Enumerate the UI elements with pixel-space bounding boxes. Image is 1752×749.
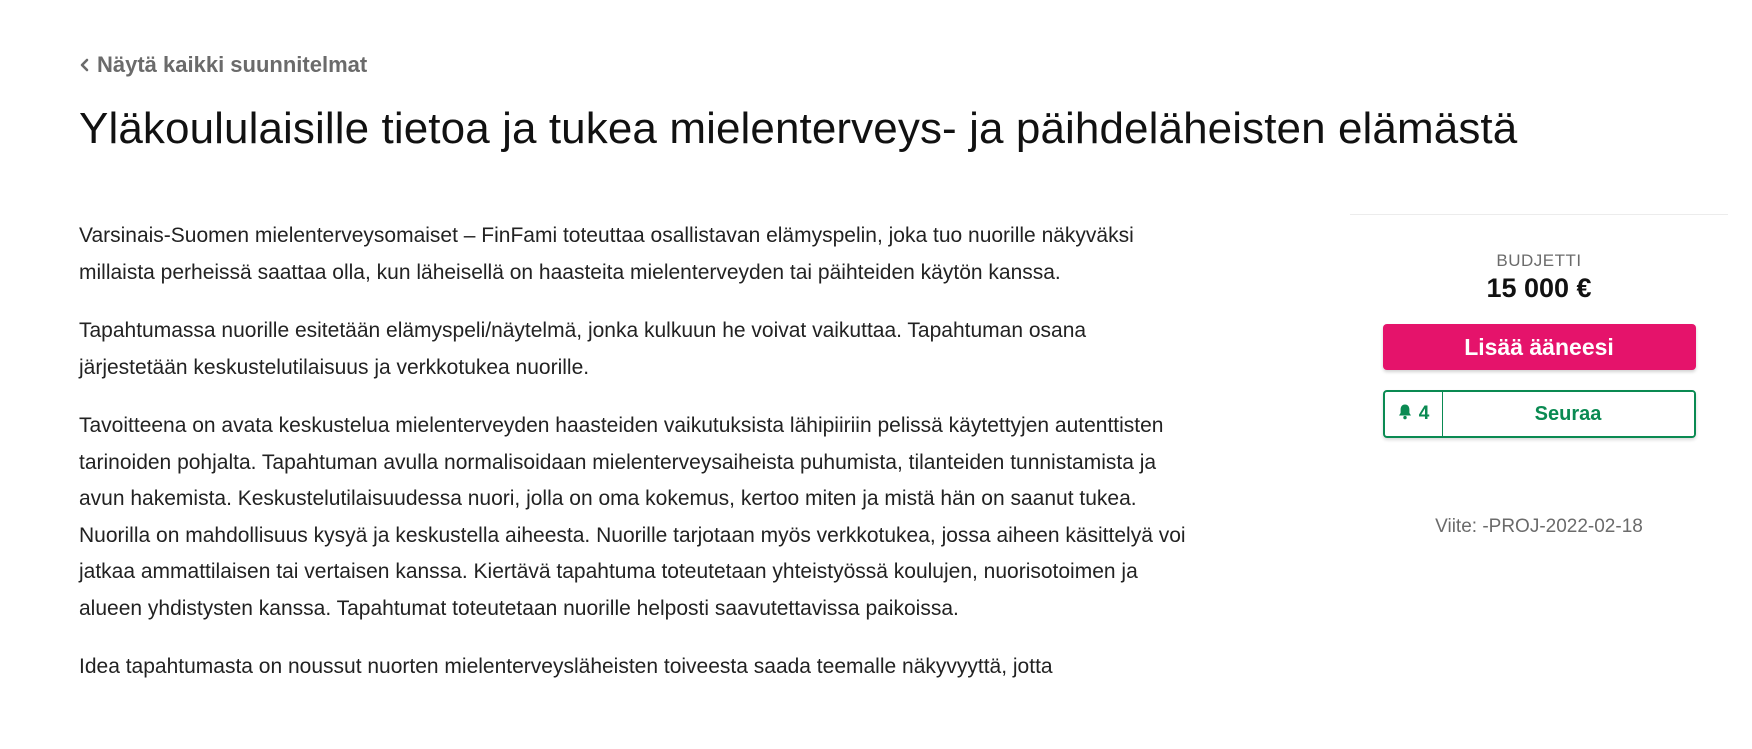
budget-label: BUDJETTI <box>1496 251 1582 270</box>
description-paragraph: Tavoitteena on avata keskustelua mielenterveyden haasteiden vaikutuksista lähipiiriin pelissä käytettyjen autenttisten tarinoiden pohjalta. Tapahtuman avulla normalisoidaan mielenterveysaiheista puhumista, tilanteiden tunnistamista ja avun hakemista. Keskustelutilaisuudessa nuori, jolla on oma kokemus, kertoo miten ja mistä hän on saanut tukea. Nuorilla on mahdollisuus kysyä ja keskustella aiheesta. Nuorille tarjotaan myös verkkotukea, jossa aiheen käsittelyä voi jatkaa ammattilaisen tai vertaisen kanssa. Kiertävä tapahtuma toteutetaan yhteistyössä koulujen, nuorisotoimen ja alueen yhdistysten kanssa. Tapahtumat toteutetaan nuorille helposti saavutettavissa paikoissa. <box>79 414 1186 620</box>
follower-count <box>1385 392 1443 436</box>
description-paragraph: Idea tapahtumasta on noussut nuorten mielenterveysläheisten toiveesta saada teemalle näkyvyyttä, jotta <box>79 655 1053 678</box>
bell-icon <box>1397 403 1413 426</box>
follow-group <box>1383 390 1696 438</box>
budget-amount: 15 000 € <box>1486 273 1592 303</box>
description-paragraph: Varsinais-Suomen mielenterveysomaiset – FinFami toteuttaa osallistavan elämyspelin, joka tuo nuorille näkyväksi millaista perheissä saattaa olla, kun läheisellä on haasteita mielenterveyden tai päihteiden käytön kanssa. <box>79 224 1134 284</box>
page-title: Yläkoululaisille tietoa ja tukea mielenterveys- ja päihdeläheisten elämästä <box>79 104 1518 153</box>
follower-count-value: 4 <box>1418 403 1430 424</box>
back-link-label: Näytä kaikki suunnitelmat <box>97 52 368 77</box>
proposal-sidebar <box>1350 214 1728 538</box>
reference-id: Viite: -PROJ-2022-02-18 <box>1435 516 1643 537</box>
follow-button[interactable]: Seuraa <box>1443 392 1694 436</box>
back-link[interactable] <box>79 52 367 78</box>
description-paragraph: Tapahtumassa nuorille esitetään elämyspeli/näytelmä, jonka kulkuun he voivat vaikuttaa. Tapahtuman osana järjestetään keskustelutilaisuus ja verkkotukea nuorille. <box>79 319 1087 379</box>
add-vote-button[interactable]: Lisää ääneesi <box>1383 324 1696 370</box>
chevron-left-icon <box>79 58 89 72</box>
proposal-description <box>79 218 1189 708</box>
